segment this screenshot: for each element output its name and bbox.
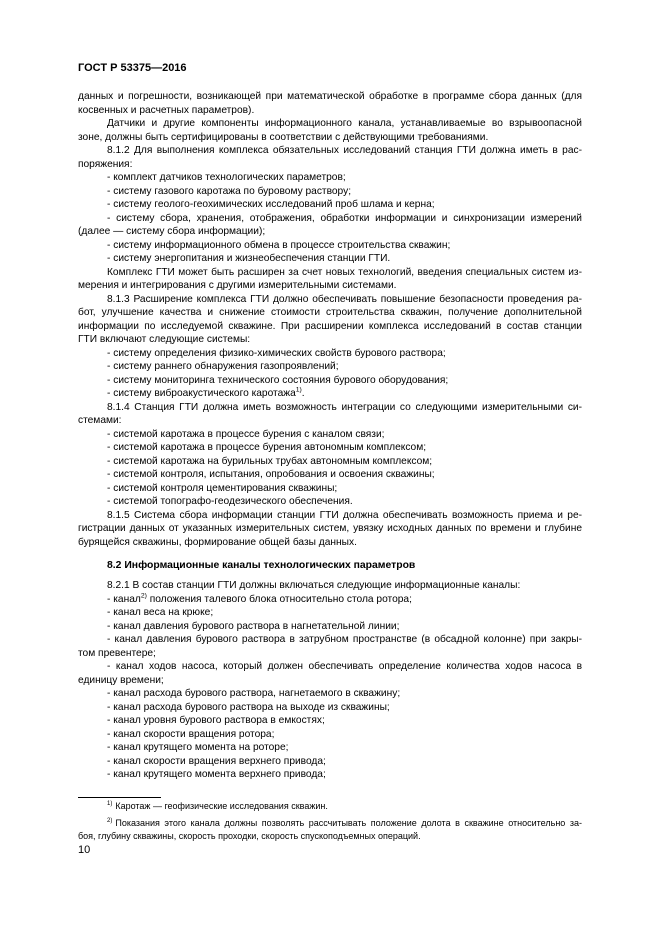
text-line: мерения и интегрирования с другими измерительными системами. xyxy=(78,280,397,291)
list-item: - систему сбора, хранения, отображения, обработки информации и синхронизации измерений xyxy=(107,212,582,224)
list-item: - канал скорости вращения верхнего привода; xyxy=(107,755,326,767)
text-line: информации по исследуемой скважине. При расширении комплекса исследований в состав станции xyxy=(78,320,582,332)
text-line: бот, улучшение качества и снижение стоимости строительства скважин, получение дополнительной xyxy=(78,307,582,318)
text-line: бурящейся скважины, формирование общей базы данных. xyxy=(78,536,357,548)
list-item: - канал веса на крюке; xyxy=(107,607,214,618)
list-item: - канал давления бурового раствора в затрубном пространстве (в обсадной колонне) при закры- xyxy=(107,634,582,645)
list-item: - канал расхода бурового раствора, нагнетаемого в скважину; xyxy=(107,688,401,699)
footnote-line: боя, глубину скважины, скорость проходки, скорость спускоподъемных операций. xyxy=(78,831,421,841)
footnote-text: Показания этого канала должны позволять рассчитывать положение долота в скважине относительно за- xyxy=(115,818,582,828)
list-item: - системой каротажа на бурильных трубах автономным комплексом; xyxy=(107,455,433,467)
footnote-line xyxy=(78,817,582,830)
body-text-bottom xyxy=(78,579,582,782)
footnote-2 xyxy=(78,817,582,843)
footnote-reference: 2) xyxy=(140,592,147,600)
list-item-text: положения талевого блока относительно стола ротора; xyxy=(146,593,412,605)
text-line: косвенных и расчетных параметров). xyxy=(78,104,255,116)
text-line: (далее — систему сбора информации); xyxy=(78,226,266,237)
text-line: 8.1.5 Система сбора информации станции ГТИ должна обеспечивать возможность приема и ре- xyxy=(107,509,582,521)
footnote-reference: 1) xyxy=(295,386,302,394)
footnote-marker: 1) xyxy=(107,801,113,807)
text-line: 8.2.1 В состав станции ГТИ должны включаться следующие информационные каналы: xyxy=(107,580,521,591)
list-item-text: - систему виброакустического каротажа xyxy=(107,388,296,399)
list-item xyxy=(78,387,582,401)
list-item: - канал скорости вращения ротора; xyxy=(107,728,275,740)
list-item: - систему газового каротажа по буровому раствору; xyxy=(107,185,352,197)
list-item: - систему геолого-геохимических исследований проб шлама и керна; xyxy=(107,199,435,210)
list-item: - системой контроля цементирования скважины; xyxy=(107,482,338,494)
list-item: - канал давления бурового раствора в нагнетательной линии; xyxy=(107,620,400,632)
list-item xyxy=(78,593,582,607)
text-line: стемами: xyxy=(78,415,122,426)
list-item: - систему информационного обмена в процессе строительства скважин; xyxy=(107,239,451,251)
text-line: зоне, должны быть сертифицированы в соответствии с действующими требованиями. xyxy=(78,131,489,143)
footnote-marker: 2) xyxy=(107,818,113,824)
text-line: 8.1.4 Станция ГТИ должна иметь возможность интеграции со следующими измерительными си- xyxy=(107,401,582,413)
page-number: 10 xyxy=(78,844,91,856)
list-item-text: . xyxy=(301,388,305,399)
footnote-separator xyxy=(78,797,161,798)
text-line: 8.1.2 Для выполнения комплекса обязательных исследований станция ГТИ должна иметь в рас- xyxy=(107,145,582,156)
list-item: - системой каротажа в процессе бурения автономным комплексом; xyxy=(107,442,427,453)
list-item: - канал крутящего момента верхнего привода; xyxy=(107,769,326,780)
list-item: - систему определения физико-химических свойств бурового раствора; xyxy=(107,347,446,359)
list-item: - комплект датчиков технологических параметров; xyxy=(107,172,346,183)
text-line: поряжения: xyxy=(78,158,133,170)
text-line: том превентере; xyxy=(78,647,156,659)
footnote-text: Каротаж — геофизические исследования скважин. xyxy=(115,801,328,811)
text-line: Датчики и другие компоненты информационного канала, устанавливаемые во взрывоопасной xyxy=(107,118,582,129)
text-line: единицу времени; xyxy=(78,674,164,686)
document-header: ГОСТ Р 53375—2016 xyxy=(78,62,187,74)
list-item: - систему энергопитания и жизнеобеспечения станции ГТИ. xyxy=(107,253,391,264)
list-item: - канал ходов насоса, который должен обеспечивать определение количества ходов насоса в xyxy=(107,661,582,672)
section-heading: 8.2 Информационные каналы технологических параметров xyxy=(107,560,416,571)
list-item: - систему раннего обнаружения газопроявлений; xyxy=(107,361,339,372)
list-item: - системой топографо-геодезического обеспечения. xyxy=(107,496,353,507)
text-line: Комплекс ГТИ может быть расширен за счет новых технологий, введения специальных систем из- xyxy=(107,266,582,278)
list-item: - системой контроля, испытания, опробования и освоения скважины; xyxy=(107,469,435,480)
list-item: - канал уровня бурового раствора в емкостях; xyxy=(107,715,325,726)
footnote-1 xyxy=(78,800,582,813)
list-item: - канал расхода бурового раствора на выходе из скважины; xyxy=(107,701,390,713)
footnote-line xyxy=(78,800,582,813)
text-line: данных и погрешности, возникающей при математической обработке в программе сбора данных (для xyxy=(78,91,582,102)
text-line: 8.1.3 Расширение комплекса ГТИ должно обеспечивать повышение безопасности проведения ра- xyxy=(107,293,582,305)
list-item: - системой каротажа в процессе бурения с каналом связи; xyxy=(107,428,385,440)
text-line: ГТИ включают следующие системы: xyxy=(78,334,251,345)
list-item: - канал крутящего момента на роторе; xyxy=(107,742,289,753)
body-text-top xyxy=(78,90,582,549)
list-item: - систему мониторинга технического состояния бурового оборудования; xyxy=(107,374,449,386)
list-item-text: - канал xyxy=(107,593,141,605)
text-line: гистрации данных от указанных измерительных систем, увязку исходных данных по времени и глубине xyxy=(78,523,582,534)
